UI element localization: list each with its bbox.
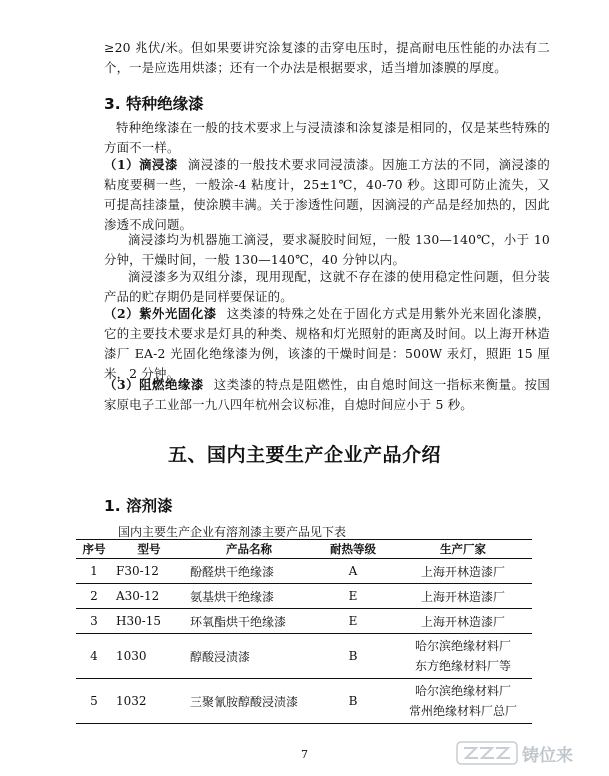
cell-grade: E: [312, 584, 394, 609]
sub3-paragraph: [104, 375, 550, 415]
cell-name: 环氧酯烘干绝缘漆: [186, 609, 312, 634]
cell-mfg: 上海开林造漆厂: [394, 559, 532, 584]
mfg-line: 哈尔滨绝缘材料厂: [414, 639, 511, 653]
watermark-text: 铸位来: [522, 745, 573, 766]
table-row: [76, 679, 532, 724]
sub1-paragraph: [104, 155, 550, 235]
sub2-title: （2）紫外光固化漆: [104, 306, 217, 321]
cell-name: 氨基烘干绝缘漆: [186, 584, 312, 609]
chapter5-heading: 五、国内主要生产企业产品介绍: [167, 444, 441, 466]
table-caption: 国内主要生产企业有溶剂漆主要产品见下表: [118, 525, 347, 539]
table-row: [76, 609, 532, 634]
sub1-title: （1）滴浸漆: [104, 157, 178, 172]
intro-paragraph: ≥20 兆伏/米。但如果要讲究涂复漆的击穿电压时，提高耐电压性能的办法有二个，一是应选用烘漆；还有一个办法是根据要求，适当增加漆膜的厚度。: [104, 40, 550, 75]
cell-mfg: [394, 634, 532, 679]
section1-heading: 1. 溶剂漆: [104, 497, 173, 515]
header-grade: 耐热等级: [312, 540, 394, 559]
table-header-row: [76, 540, 532, 559]
cell-mfg: 上海开林造漆厂: [394, 584, 532, 609]
sub3-text: 这类漆的特点是阻燃性，由自熄时间这一指标来衡量。按国家原电子工业部一九八四年杭州会议标准，自熄时间应小于 5 秒。: [104, 377, 550, 412]
cell-grade: B: [312, 634, 394, 679]
table-row: [76, 559, 532, 584]
cell-no: 5: [76, 679, 112, 724]
cell-model: A30-12: [112, 584, 186, 609]
table-row: [76, 634, 532, 679]
cell-model: 1032: [112, 679, 186, 724]
sub2-text: 这类漆的特殊之处在于固化方式是用紫外光来固化漆膜，它的主要技术要求是灯具的种类、规格和灯光照射的距离及时间。以上海开林造漆厂 EA-2 光固化绝缘漆为例，该漆的干燥时间是：500W 汞灯，照距 15 厘米，2 分钟。: [104, 306, 550, 381]
mfg-line: 常州绝缘材料厂总厂: [408, 704, 517, 718]
header-no: 序号: [76, 540, 112, 559]
cell-no: 2: [76, 584, 112, 609]
cell-no: 1: [76, 559, 112, 584]
cell-model: 1030: [112, 634, 186, 679]
cell-model: H30-15: [112, 609, 186, 634]
section3-heading: 3. 特种绝缘漆: [104, 95, 204, 113]
cell-name: 醇酸浸渍漆: [186, 634, 312, 679]
cell-grade: B: [312, 679, 394, 724]
page-number: 7: [301, 748, 308, 761]
sub1-paragraph-3: 滴浸漆多为双组分漆，现用现配，这就不存在漆的使用稳定性问题，但分装产品的贮存期仍是同样要保证的。: [104, 269, 550, 304]
watermark-logo-icon: [456, 740, 518, 766]
cell-grade: E: [312, 609, 394, 634]
cell-name: 酚醛烘干绝缘漆: [186, 559, 312, 584]
section3-intro: 特种绝缘漆在一般的技术要求上与浸渍漆和涂复漆是相同的，仅是某些特殊的方面不一样。: [104, 120, 550, 155]
watermark: [456, 736, 606, 770]
cell-name: 三聚氰胺醇酸浸渍漆: [186, 679, 312, 724]
cell-mfg: 上海开林造漆厂: [394, 609, 532, 634]
product-table: [76, 539, 532, 724]
table-row: [76, 584, 532, 609]
header-mfg: 生产厂家: [394, 540, 532, 559]
sub1-paragraph-2: 滴浸漆均为机器施工滴浸，要求凝胶时间短，一般 130—140℃，小于 10 分钟，干燥时间，一般 130—140℃，40 分钟以内。: [104, 232, 550, 267]
sub1-text: 滴浸漆的一般技术要求同浸渍漆。因施工方法的不同，滴浸漆的粘度要稠一些，一般涂-4 粘度计，25±1℃，40-70 秒。这即可防止流失，又可提高挂漆量，使涂膜丰满。关于渗透性问题，因滴浸的产品是经加热的，因此渗透不成问题。: [104, 157, 550, 232]
cell-model: F30-12: [112, 559, 186, 584]
mfg-line: 哈尔滨绝缘材料厂: [414, 684, 511, 698]
cell-no: 4: [76, 634, 112, 679]
cell-no: 3: [76, 609, 112, 634]
cell-grade: A: [312, 559, 394, 584]
mfg-line: 东方绝缘材料厂等: [414, 659, 511, 673]
sub2-paragraph: [104, 304, 550, 384]
cell-mfg: [394, 679, 532, 724]
header-name: 产品名称: [186, 540, 312, 559]
sub3-title: （3）阻燃绝缘漆: [104, 377, 204, 392]
header-model: 型号: [112, 540, 186, 559]
